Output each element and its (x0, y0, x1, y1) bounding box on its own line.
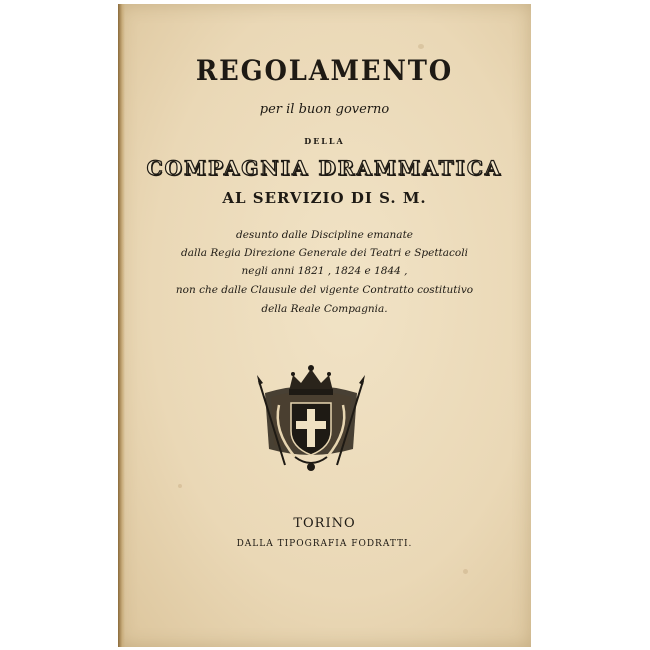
foxing-spot (463, 569, 468, 574)
description-line: negli anni 1821 , 1824 e 1844 , (241, 265, 408, 277)
description-line: della Reale Compagnia. (261, 303, 388, 315)
description-line: dalla Regia Direzione Generale dei Teatri e Spettacoli (181, 247, 468, 259)
description-line: desunto dalle Discipline emanate (235, 229, 414, 241)
printer-imprint: DALLA TIPOGRAFIA FODRATTI. (236, 539, 413, 549)
page-title: REGOLAMENTO (195, 54, 454, 87)
subtitle: per il buon governo (259, 102, 390, 117)
foxing-spot (418, 44, 424, 49)
service-line: AL SERVIZIO DI S. M. (222, 189, 427, 207)
savoy-coat-of-arms-icon (255, 361, 367, 477)
publication-city: TORINO (293, 516, 356, 531)
della-text: DELLA (304, 136, 345, 146)
title-page (118, 4, 531, 647)
description-line: non che dalle Clausule del vigente Contratto costitutivo (175, 284, 474, 296)
company-name: COMPAGNIA DRAMMATICA (146, 156, 503, 180)
foxing-spot (178, 484, 182, 488)
